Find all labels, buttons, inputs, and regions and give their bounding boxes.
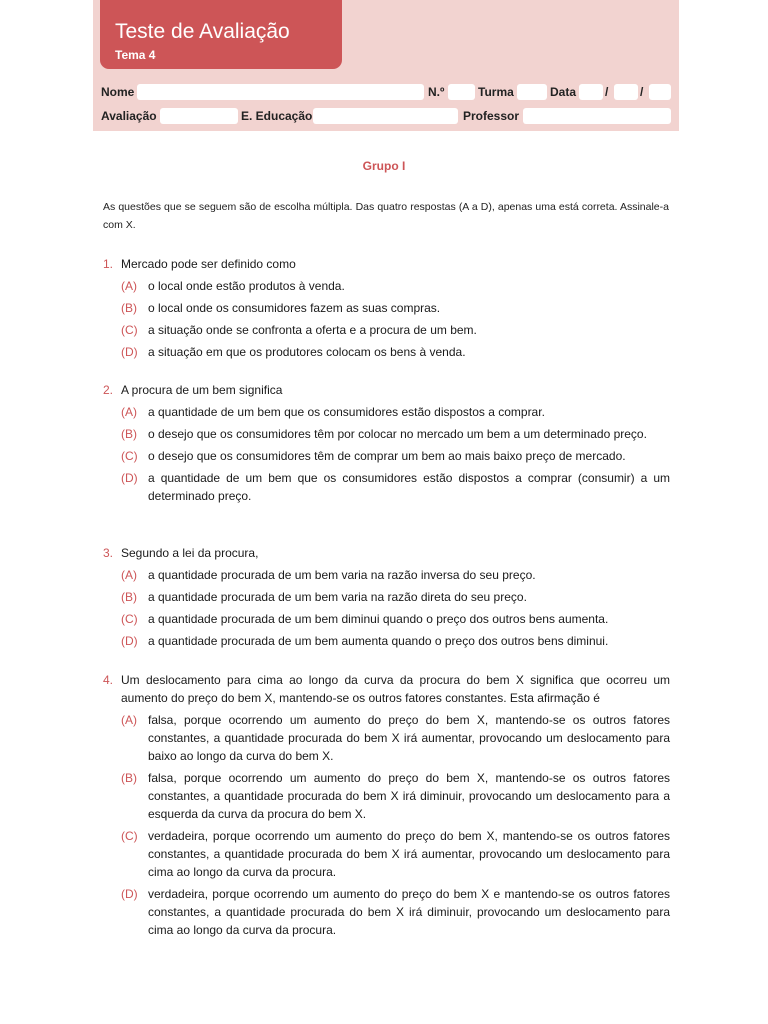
option-letter: (C) (121, 829, 138, 843)
option-letter: (B) (121, 427, 137, 441)
option-text: verdadeira, porque ocorrendo um aumento do preço do bem X e mantendo-se os outros fatores constantes, a quantidade procurada do bem X irá diminuir, provocando um deslocamento para cima ao longo da curva da procura. (148, 887, 670, 937)
option-text: a quantidade procurada de um bem diminui quando o preço dos outros bens aumenta. (148, 612, 609, 626)
option-b[interactable] (103, 769, 670, 823)
option-letter: (D) (121, 887, 138, 901)
avaliacao-field[interactable] (160, 108, 238, 124)
option-letter: (C) (121, 323, 138, 337)
option-letter: (B) (121, 771, 137, 785)
option-b[interactable] (103, 425, 670, 443)
option-letter: (C) (121, 612, 138, 626)
option-letter: (A) (121, 713, 137, 727)
option-a[interactable] (103, 277, 670, 295)
question-text: Segundo a lei da procura, (121, 546, 259, 560)
turma-field[interactable] (517, 84, 547, 100)
test-subtitle: Tema 4 (115, 48, 156, 62)
option-text: a quantidade procurada de um bem aumenta quando o preço dos outros bens diminui. (148, 634, 609, 648)
option-text: a quantidade procurada de um bem varia na razão inversa do seu preço. (148, 568, 536, 582)
option-d[interactable] (103, 343, 670, 361)
option-d[interactable] (103, 469, 670, 505)
option-text: a quantidade procurada de um bem varia na razão direta do seu preço. (148, 590, 527, 604)
test-title: Teste de Avaliação (115, 20, 290, 43)
option-letter: (A) (121, 405, 137, 419)
option-a[interactable] (103, 566, 670, 584)
option-letter: (A) (121, 279, 137, 293)
data-month-field[interactable] (614, 84, 638, 100)
option-text: o local onde estão produtos à venda. (148, 279, 345, 293)
question-text: Um deslocamento para cima ao longo da curva da procura do bem X significa que ocorreu um aumento do preço do bem X, mantendo-se os outros fatores constantes. Esta afirmação é (121, 673, 670, 705)
data-year-field[interactable] (649, 84, 671, 100)
question-stem (103, 255, 670, 273)
question-number: 1. (103, 257, 114, 271)
option-text: a situação em que os produtores colocam os bens à venda. (148, 345, 466, 359)
option-c[interactable] (103, 610, 670, 628)
option-b[interactable] (103, 588, 670, 606)
option-a[interactable] (103, 711, 670, 765)
nome-field[interactable] (137, 84, 424, 100)
question-4 (103, 671, 670, 939)
option-text: verdadeira, porque ocorrendo um aumento do preço do bem X, mantendo-se os outros fatores constantes, a quantidade procurada do bem X irá aumentar, provocando um deslocamento para cima ao longo da curva da procura. (148, 829, 670, 879)
turma-label: Turma (478, 85, 514, 99)
question-text: Mercado pode ser definido como (121, 257, 296, 271)
question-stem (103, 671, 670, 707)
option-letter: (D) (121, 634, 138, 648)
question-1 (103, 255, 670, 361)
option-text: o desejo que os consumidores têm por colocar no mercado um bem a um determinado preço. (148, 427, 647, 441)
avaliacao-label: Avaliação (101, 109, 157, 123)
option-letter: (A) (121, 568, 137, 582)
option-letter: (D) (121, 345, 138, 359)
question-number: 2. (103, 383, 114, 397)
option-text: a quantidade de um bem que os consumidores estão dispostos a comprar. (148, 405, 545, 419)
question-number: 3. (103, 546, 114, 560)
instructions: As questões que se seguem são de escolha múltipla. Das quatro respostas (A a D), apenas uma está correta. Assinale-a com X. (103, 201, 669, 231)
option-b[interactable] (103, 299, 670, 317)
question-3 (103, 544, 670, 650)
professor-label: Professor (463, 109, 520, 123)
data-label: Data (550, 85, 577, 99)
date-separator: / (640, 85, 644, 99)
option-letter: (B) (121, 590, 137, 604)
option-text: falsa, porque ocorrendo um aumento do preço do bem X, mantendo-se os outros fatores constantes, a quantidade procurada do bem X irá aumentar, provocando um deslocamento para baixo ao longo da curva do bem X. (148, 713, 670, 763)
option-text: a quantidade de um bem que os consumidores estão dispostos a comprar (consumir) a um determinado preço. (148, 471, 670, 503)
question-text: A procura de um bem significa (121, 383, 283, 397)
educacao-label: E. Educação (241, 109, 313, 123)
date-separator: / (605, 85, 609, 99)
option-letter: (D) (121, 471, 138, 485)
educacao-field[interactable] (313, 108, 458, 124)
option-c[interactable] (103, 321, 670, 339)
title-tab (100, 0, 342, 69)
option-text: falsa, porque ocorrendo um aumento do preço do bem X, mantendo-se os outros fatores constantes, a quantidade procurada do bem X irá diminuir, provocando um deslocamento para a esquerda da curva da procura do bem X. (148, 771, 670, 821)
option-letter: (B) (121, 301, 137, 315)
option-a[interactable] (103, 403, 670, 421)
numero-field[interactable] (448, 84, 475, 100)
nome-label: Nome (101, 85, 135, 99)
question-stem (103, 381, 670, 399)
option-text: a situação onde se confronta a oferta e a procura de um bem. (148, 323, 477, 337)
numero-label: N.º (428, 85, 445, 99)
option-text: o local onde os consumidores fazem as suas compras. (148, 301, 441, 315)
option-d[interactable] (103, 632, 670, 650)
professor-field[interactable] (523, 108, 671, 124)
option-text: o desejo que os consumidores têm de comprar um bem ao mais baixo preço de mercado. (148, 449, 626, 463)
option-d[interactable] (103, 885, 670, 939)
question-2 (103, 381, 670, 505)
option-letter: (C) (121, 449, 138, 463)
group-title: Grupo I (362, 159, 406, 173)
question-number: 4. (103, 673, 114, 687)
data-day-field[interactable] (579, 84, 603, 100)
option-c[interactable] (103, 827, 670, 881)
option-c[interactable] (103, 447, 670, 465)
question-stem (103, 544, 670, 562)
